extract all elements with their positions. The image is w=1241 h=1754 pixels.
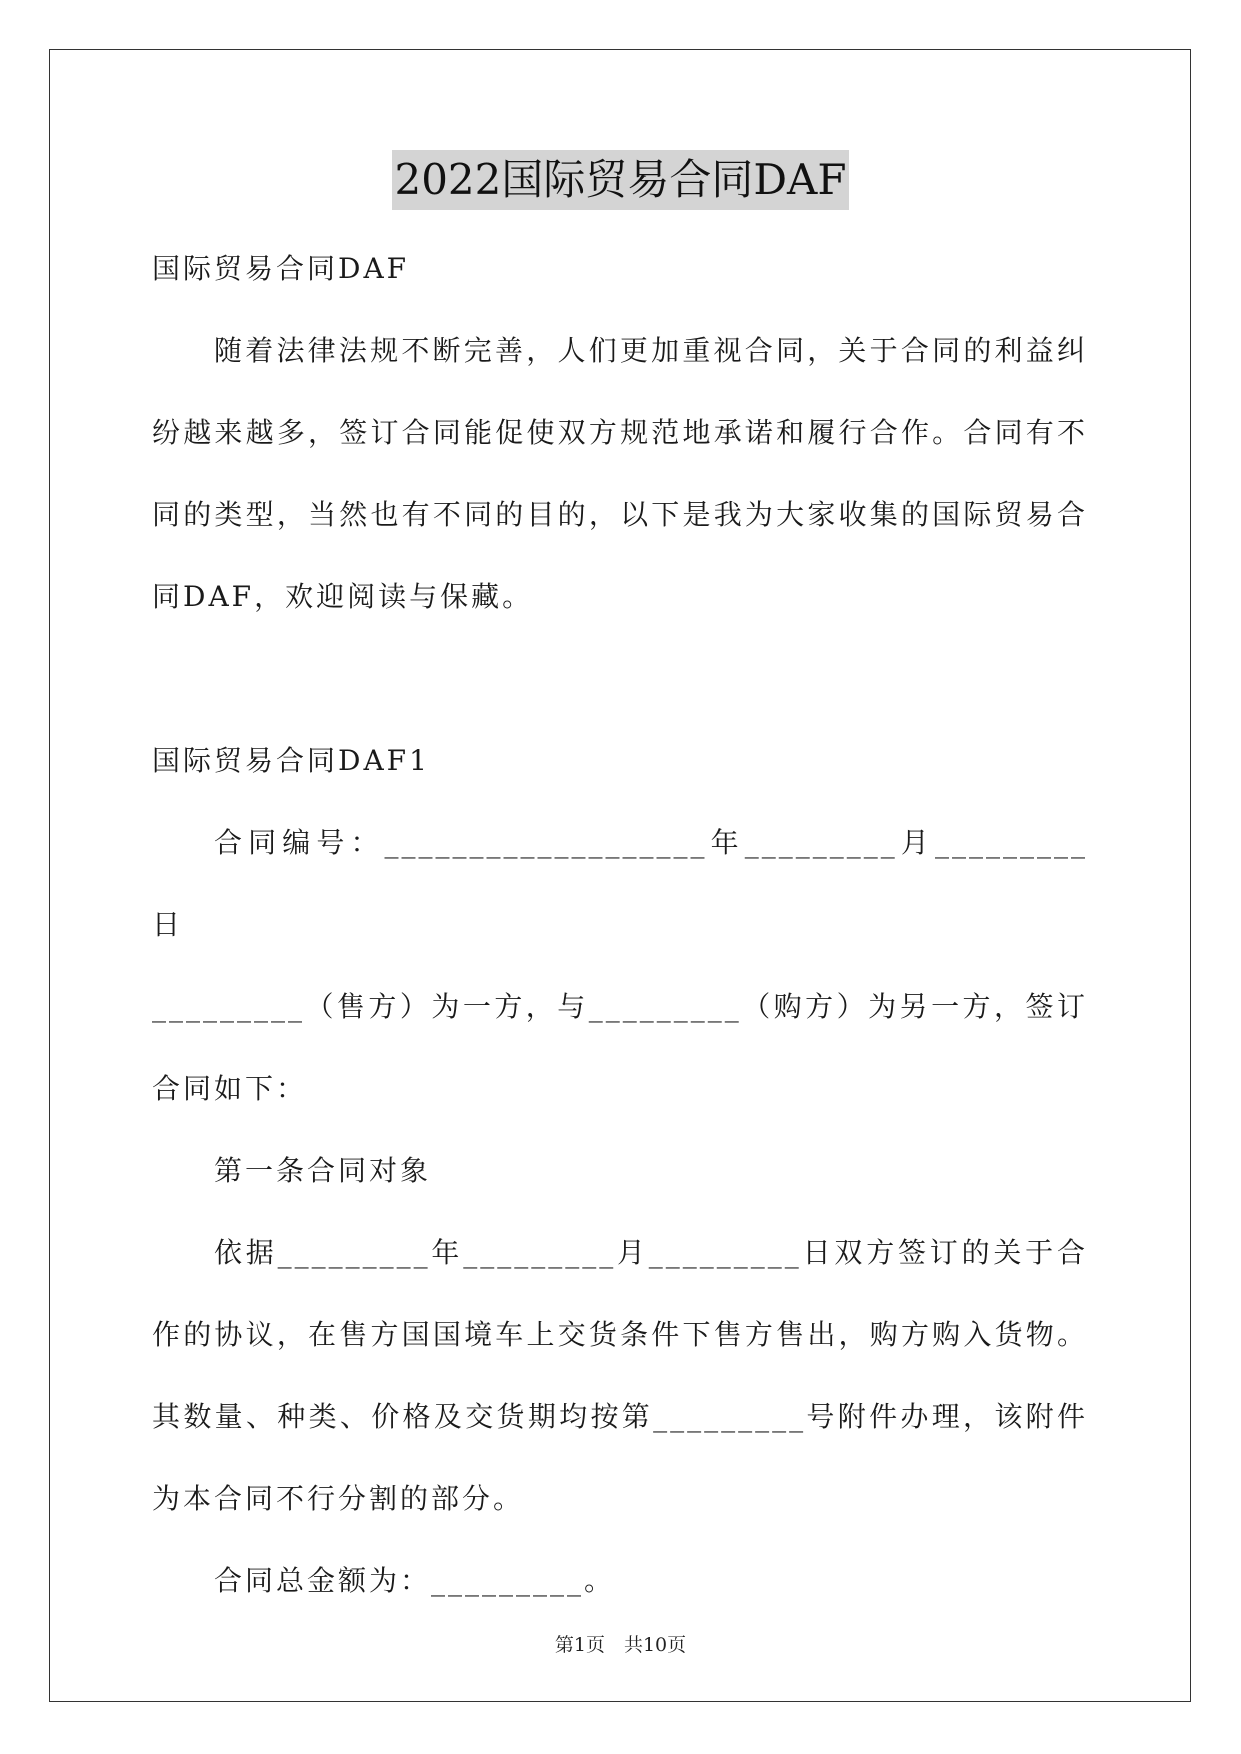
article-1-heading: 第一条合同对象: [214, 1154, 432, 1187]
contract-number-line: 合同编号：___________________年_________月_________日: [152, 826, 1088, 941]
section-title: 国际贸易合同DAF1: [152, 744, 430, 777]
total-amount-line: 合同总金额为：_________。: [214, 1564, 616, 1597]
parties-paragraph: _________（售方）为一方，与_________（购方）为另一方，签订合同如下：: [152, 990, 1088, 1105]
page-footer: [0, 1630, 1241, 1657]
paragraph-spacer: [152, 638, 1088, 720]
intro-paragraph: 随着法律法规不断完善，人们更加重视合同，关于合同的利益纠纷越来越多，签订合同能促使双方规范地承诺和履行合作。合同有不同的类型，当然也有不同的目的，以下是我为大家收集的国际贸易合同DAF，欢迎阅读与保藏。: [152, 334, 1088, 613]
title-container: [0, 150, 1241, 210]
page-number: 第1页 共10页: [554, 1634, 687, 1656]
document-body: [152, 228, 1088, 1622]
document-title: 2022国际贸易合同DAF: [392, 150, 848, 210]
article-1-body: 依据_________年_________月_________日双方签订的关于合作的协议，在售方国国境车上交货条件下售方售出，购方购入货物。其数量、种类、价格及交货期均按第_________号附件办理，该附件为本合同不行分割的部分。: [152, 1236, 1088, 1515]
document-subtitle: 国际贸易合同DAF: [152, 252, 410, 285]
